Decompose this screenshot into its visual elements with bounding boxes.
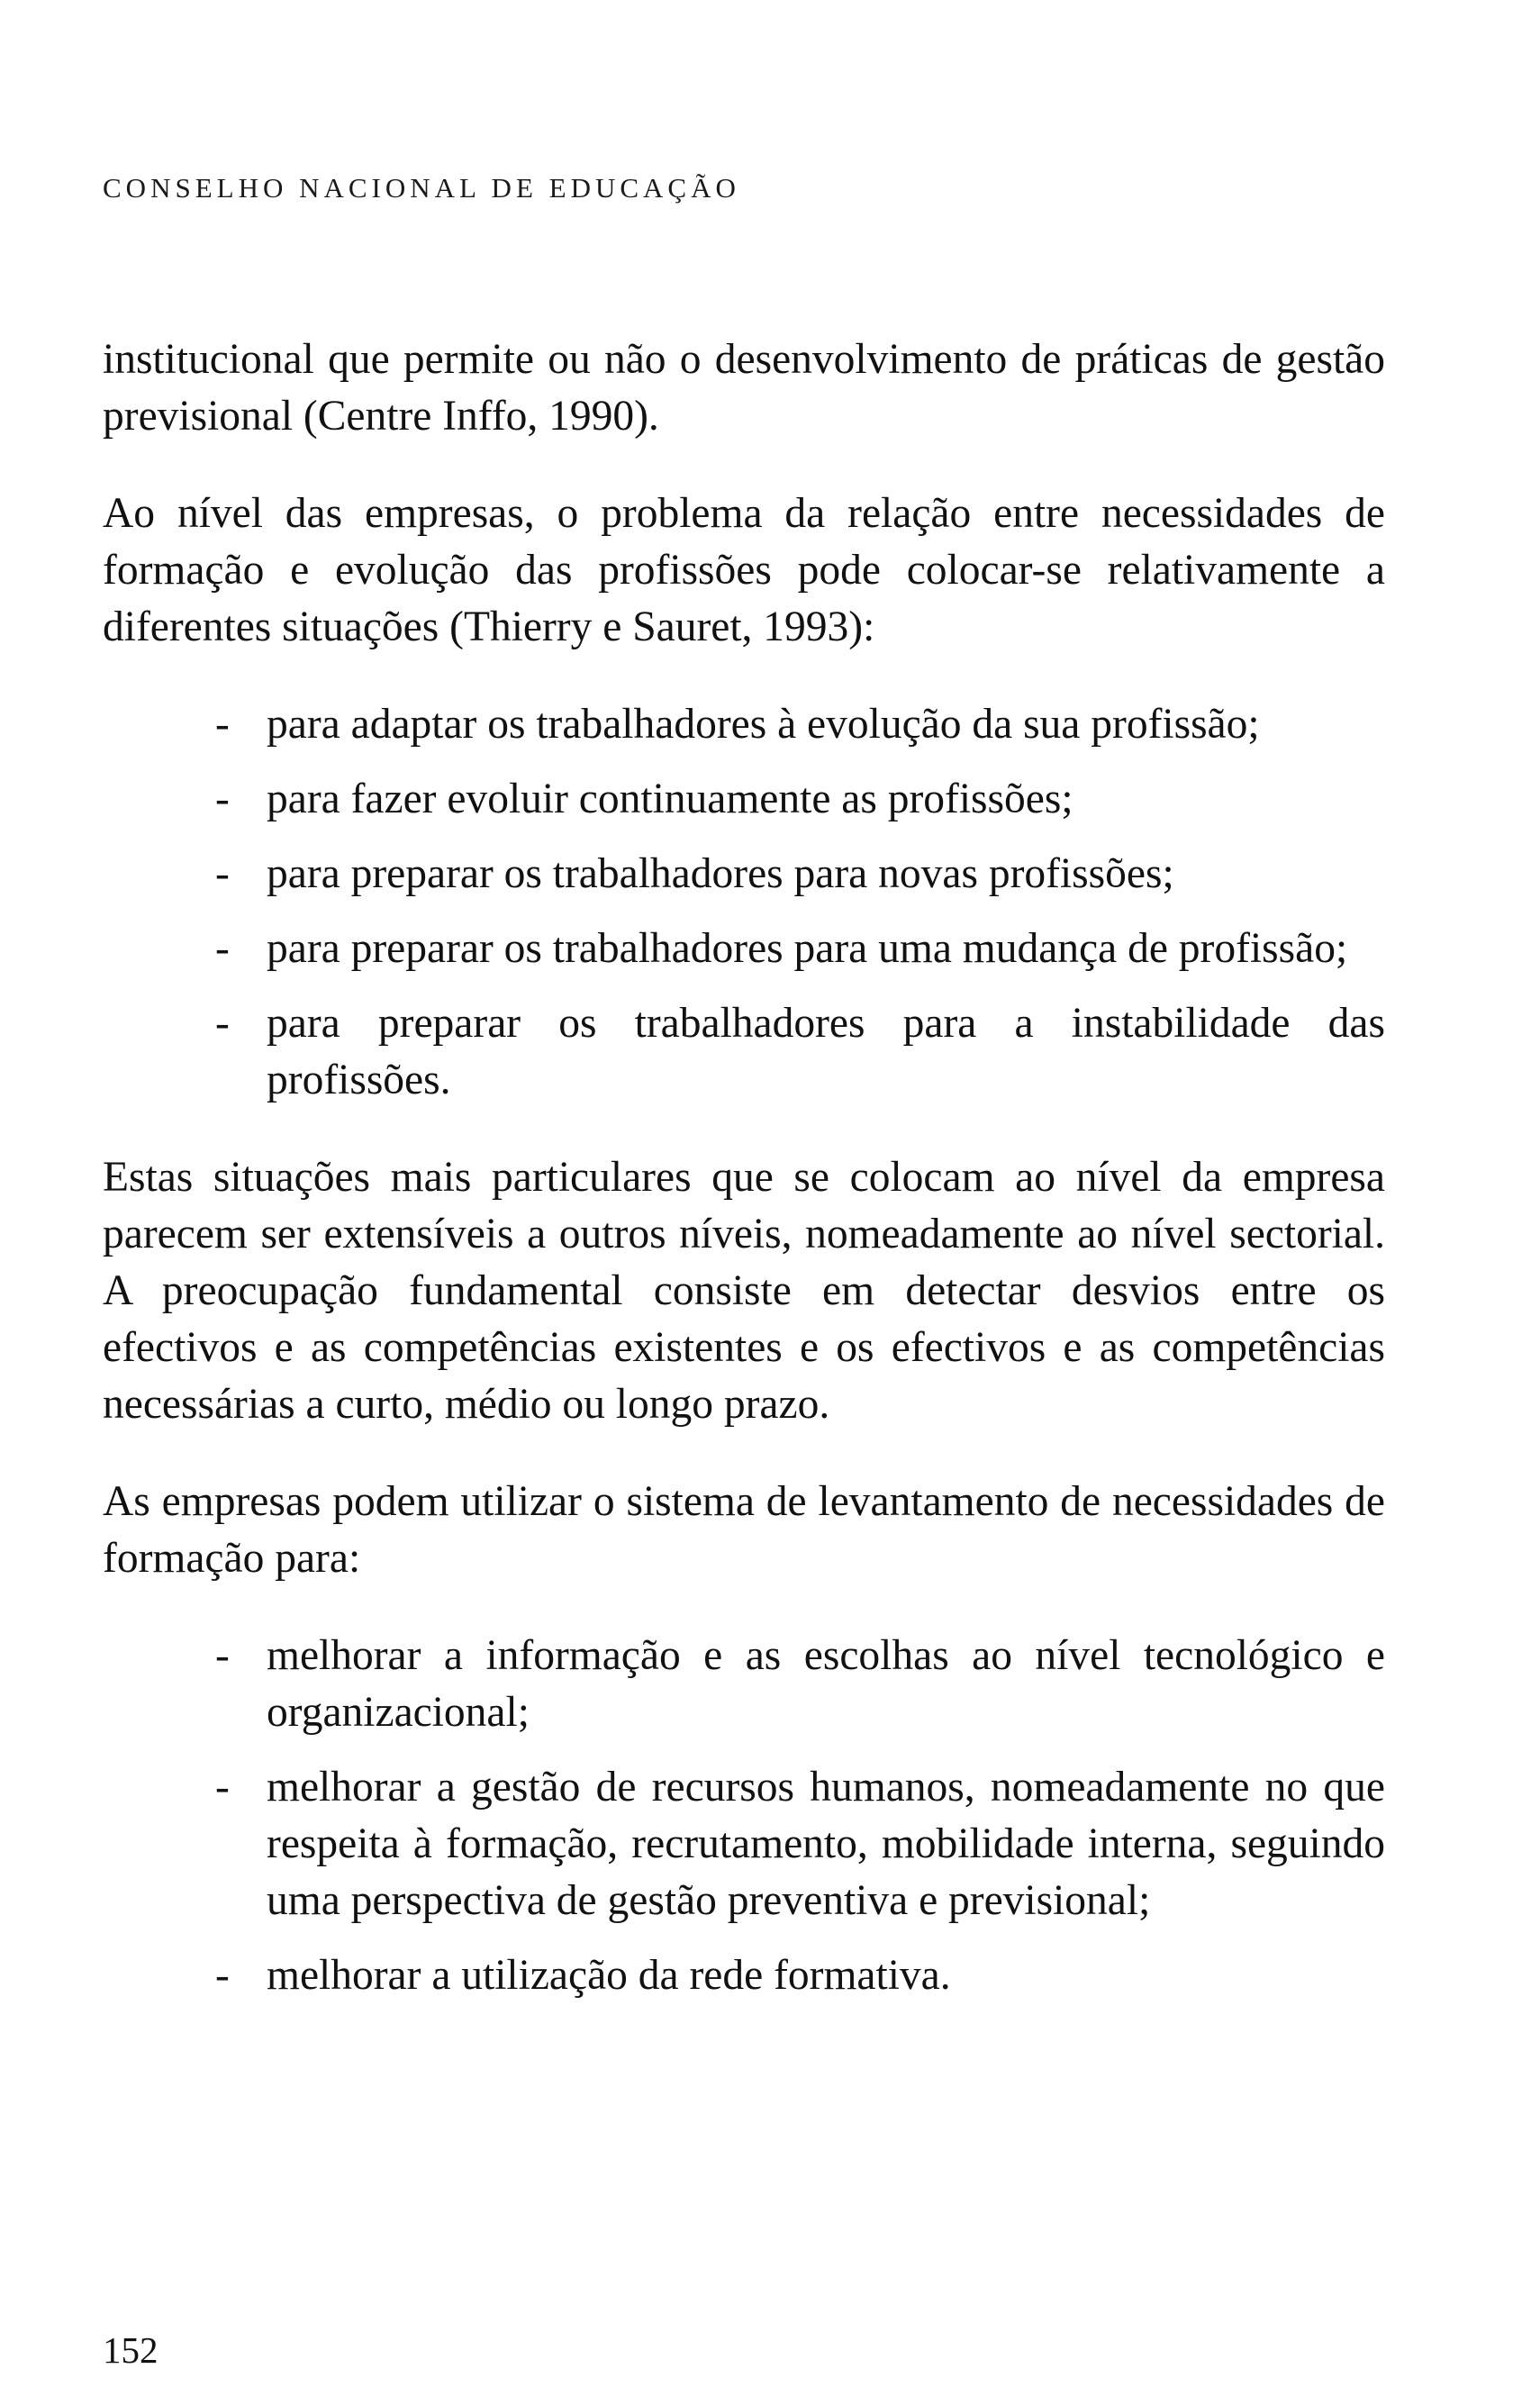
list-dash: -	[215, 701, 230, 748]
list-item-text: melhorar a utilização da rede formativa.	[267, 1952, 951, 1999]
list-item	[215, 1759, 1385, 1929]
list-item-text: para adaptar os trabalhadores à evolução da sua profissão;	[267, 701, 1260, 748]
paragraph-sectorial: Estas situações mais particulares que se colocam ao nível da empresa parecem ser extensíveis a outros níveis, nomeadamente ao nível sectorial. A preocupação fundamental consiste em detectar desvios entre os efectivos e as competências existentes e os efectivos e as competências necessárias a curto, médio ou longo prazo.	[103, 1154, 1385, 1428]
list-dash: -	[215, 850, 230, 897]
paragraph-uses: As empresas podem utilizar o sistema de levantamento de necessidades de formação para:	[103, 1478, 1385, 1582]
list-item-text: melhorar a informação e as escolhas ao nível tecnológico e organizacional;	[267, 1632, 1385, 1736]
list-item-text: para preparar os trabalhadores para uma mudança de profissão;	[267, 925, 1348, 972]
list-dash: -	[215, 925, 230, 972]
paragraph-intro: institucional que permite ou não o desenvolvimento de práticas de gestão previsional (Centre Inffo, 1990).	[103, 336, 1385, 440]
list-item-text: para fazer evoluir continuamente as profissões;	[267, 776, 1073, 822]
list-item-text: melhorar a gestão de recursos humanos, nomeadamente no que respeita à formação, recrutamento, mobilidade interna, seguindo uma perspectiva de gestão preventiva e previsional;	[267, 1764, 1385, 1924]
list-dash: -	[215, 776, 230, 822]
list-dash: -	[215, 1764, 230, 1811]
running-header: CONSELHO NACIONAL DE EDUCAÇÃO	[103, 172, 740, 204]
list-dash: -	[215, 1952, 230, 1999]
situations-list	[103, 696, 1385, 1109]
page-number: 152	[103, 2329, 159, 2371]
paragraph-situations: Ao nível das empresas, o problema da relação entre necessidades de formação e evolução das profissões pode colocar-se relativamente a diferentes situações (Thierry e Sauret, 1993):	[103, 490, 1385, 650]
list-item	[215, 771, 1385, 828]
list-item-text: para preparar os trabalhadores para novas profissões;	[267, 850, 1174, 897]
list-item	[215, 696, 1385, 753]
list-item	[215, 995, 1385, 1109]
list-dash: -	[215, 1632, 230, 1679]
uses-list	[103, 1628, 1385, 2004]
list-item	[215, 1628, 1385, 1741]
page-body	[103, 331, 1385, 2045]
list-item-text: para preparar os trabalhadores para a instabilidade das profissões.	[267, 1000, 1385, 1103]
list-item	[215, 921, 1385, 977]
list-dash: -	[215, 1000, 230, 1047]
list-item	[215, 1947, 1385, 2004]
list-item	[215, 846, 1385, 903]
